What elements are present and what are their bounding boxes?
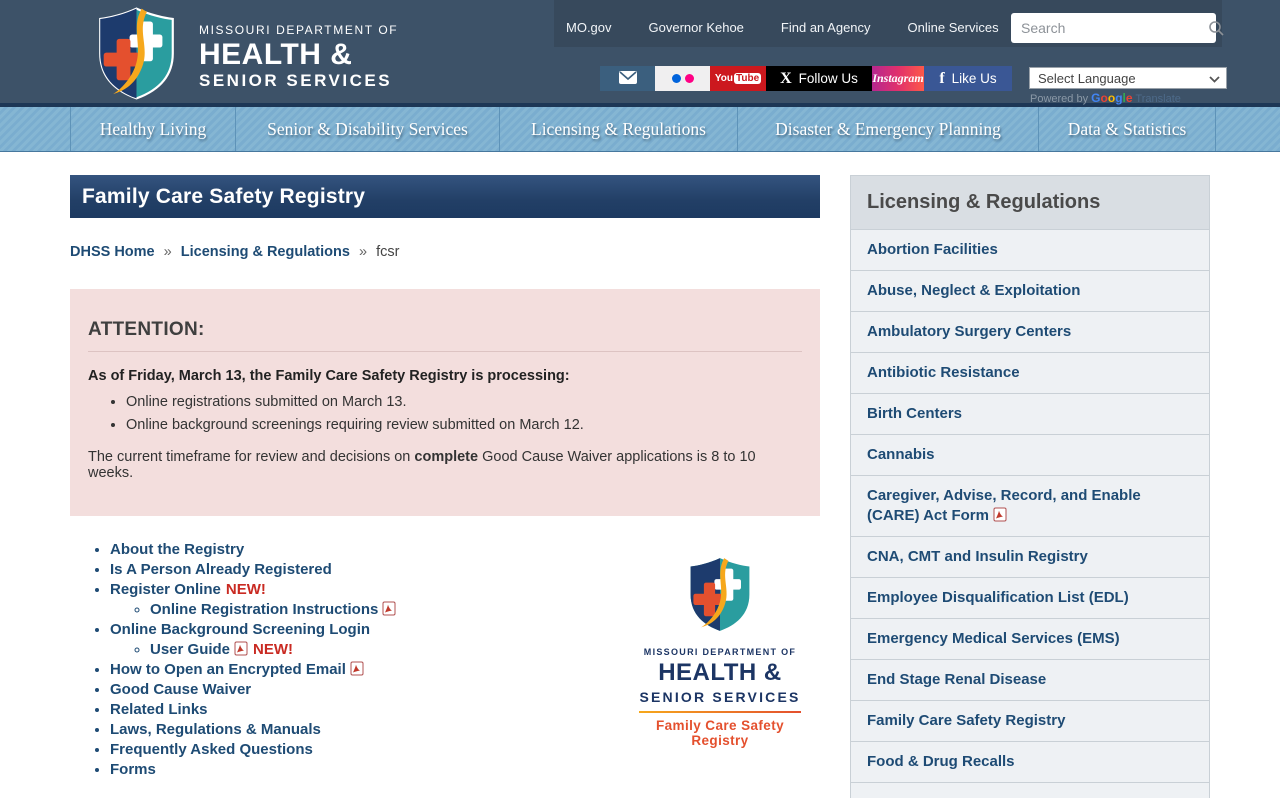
breadcrumb (70, 244, 820, 260)
facebook-like-label: Like Us (951, 71, 997, 86)
fcsr-shield-icon (685, 620, 755, 637)
nav-item-senior-disability-services[interactable]: Senior & Disability Services (235, 107, 499, 151)
new-badge: NEW! (253, 640, 294, 658)
registry-link-list (70, 540, 634, 780)
page-title: Family Care Safety Registry (82, 184, 366, 208)
youtube-button[interactable]: You Tube (710, 66, 766, 91)
fcsr-logo-line3: SENIOR SERVICES (639, 688, 801, 705)
search-box (1011, 13, 1216, 43)
registry-link-register-online[interactable]: Register Online (110, 580, 221, 598)
logo-line3: SENIOR SERVICES (199, 70, 393, 90)
registry-link-online-registration-instructio[interactable]: Online Registration Instructions (150, 600, 379, 618)
sidebar-item-ambulatory-surgery-centers[interactable]: Ambulatory Surgery Centers (851, 311, 1209, 352)
breadcrumb-dhss-home[interactable]: DHSS Home (70, 244, 155, 260)
registry-link-laws-regulations-manuals[interactable]: Laws, Regulations & Manuals (110, 720, 321, 738)
logo-line2: HEALTH & (199, 37, 353, 71)
dhss-logo-text (199, 24, 398, 89)
sidebar-item-abortion-facilities[interactable]: Abortion Facilities (851, 229, 1209, 270)
attention-bullet-list (88, 394, 802, 433)
nav-item-licensing-regulations[interactable]: Licensing & Regulations (499, 107, 737, 151)
google-logo: Google (1091, 91, 1133, 105)
attention-heading: ATTENTION: (88, 319, 205, 340)
nav-item-data-statistics[interactable]: Data & Statistics (1038, 107, 1215, 151)
attention-intro: As of Friday, March 13, the Family Care Safety Registry is processing: (88, 368, 570, 384)
top-link-find-an-agency[interactable]: Find an Agency (780, 20, 871, 35)
facebook-icon: f (939, 69, 945, 87)
registry-link-how-to-open-an-encrypted-email[interactable]: How to Open an Encrypted Email (110, 660, 346, 678)
flickr-button[interactable] (655, 66, 710, 91)
top-link-online-services[interactable]: Online Services (907, 20, 999, 35)
email-button[interactable] (600, 66, 655, 91)
sidebar-item-partial (851, 782, 1209, 798)
instagram-button[interactable] (872, 66, 924, 91)
social-bar (600, 66, 1012, 91)
sidebar-item-birth-centers[interactable]: Birth Centers (851, 393, 1209, 434)
list-item (150, 640, 634, 660)
sidebar-item-abuse-neglect-exploitation[interactable]: Abuse, Neglect & Exploitation (851, 270, 1209, 311)
list-item (110, 660, 634, 680)
list-item (110, 560, 634, 580)
main-column (70, 175, 820, 780)
instagram-icon: Instagram (872, 71, 924, 85)
attention-note: The current timeframe for review and decisions on complete Good Cause Waiver applications is 8 to 10 weeks. (88, 449, 756, 481)
registry-link-good-cause-waiver[interactable]: Good Cause Waiver (110, 680, 252, 698)
sidebar-item-end-stage-renal-disease[interactable]: End Stage Renal Disease (851, 659, 1209, 700)
google-translate-attribution: Powered by Google Translate (1030, 91, 1181, 105)
fcsr-logo-divider (639, 711, 801, 713)
x-icon: X (780, 69, 792, 87)
sidebar-item-caregiver-advise-record-and-en[interactable]: Caregiver, Advise, Record, and Enable (CARE) Act Form (851, 475, 1209, 536)
nav-fill (1215, 107, 1280, 151)
fcsr-logo-line1: MISSOURI DEPARTMENT OF (643, 646, 797, 657)
breadcrumb-separator: » (358, 244, 368, 260)
top-link-mo-gov[interactable]: MO.gov (566, 20, 612, 35)
attention-bullet: • Online background screenings requiring review submitted on March 12. (126, 417, 802, 433)
registry-link-about-the-registry[interactable]: About the Registry (110, 540, 245, 558)
sidebar-item-emergency-medical-services-ems[interactable]: Emergency Medical Services (EMS) (851, 618, 1209, 659)
chevron-down-icon (1209, 71, 1220, 86)
facebook-like-button[interactable] (924, 66, 1012, 91)
registry-link-forms[interactable]: Forms (110, 760, 156, 778)
registry-link-frequently-asked-questions[interactable]: Frequently Asked Questions (110, 740, 313, 758)
language-select[interactable]: Select Language (1029, 67, 1227, 89)
page-title-banner (70, 175, 820, 218)
registry-link-is-a-person-already-registered[interactable]: Is A Person Already Registered (110, 560, 332, 578)
sidebar-item-cannabis[interactable]: Cannabis (851, 434, 1209, 475)
list-item (110, 740, 634, 760)
list-item (110, 620, 634, 640)
registry-link-user-guide[interactable]: User Guide (150, 640, 231, 658)
logo-line1: MISSOURI DEPARTMENT OF (199, 22, 399, 37)
list-item (110, 580, 634, 600)
list-item (110, 760, 634, 780)
x-follow-button[interactable] (766, 66, 872, 91)
sidebar-title: Licensing & Regulations (851, 176, 1209, 229)
content-area (70, 152, 1210, 798)
list-item (150, 600, 634, 620)
site-header (0, 0, 1280, 103)
flickr-icon (685, 74, 694, 83)
nav-item-healthy-living[interactable]: Healthy Living (70, 107, 235, 151)
pdf-icon (350, 661, 364, 676)
fcsr-logo-line2: HEALTH & (658, 658, 782, 686)
attention-divider (88, 351, 802, 352)
sidebar-item-antibiotic-resistance[interactable]: Antibiotic Resistance (851, 352, 1209, 393)
attention-box (70, 289, 820, 516)
search-icon[interactable] (1208, 20, 1225, 37)
sidebar-item-employee-disqualification-list[interactable]: Employee Disqualification List (EDL) (851, 577, 1209, 618)
sidebar-item-food-drug-recalls[interactable]: Food & Drug Recalls (851, 741, 1209, 782)
attention-bullet: • Online registrations submitted on March 13. (126, 394, 802, 410)
list-item (110, 720, 634, 740)
pdf-icon (382, 601, 396, 616)
dhss-logo[interactable] (88, 6, 398, 106)
registry-link-online-background-screening-lo[interactable]: Online Background Screening Login (110, 620, 371, 638)
top-link-governor-kehoe[interactable]: Governor Kehoe (648, 20, 744, 35)
envelope-icon (619, 71, 637, 87)
breadcrumb-separator: » (163, 244, 172, 260)
list-item (110, 540, 634, 560)
youtube-icon: You (714, 73, 733, 84)
nav-item-disaster-emergency-planning[interactable]: Disaster & Emergency Planning (737, 107, 1038, 151)
sidebar-licensing (850, 175, 1210, 798)
list-item (110, 680, 634, 700)
primary-nav (0, 103, 1280, 152)
utility-nav (566, 20, 999, 35)
fcsr-logo (634, 556, 806, 780)
dhss-shield-icon (88, 6, 185, 106)
flickr-icon (672, 74, 681, 83)
sidebar-list (851, 229, 1209, 798)
registry-links-section (70, 540, 820, 780)
pdf-icon (234, 641, 248, 656)
new-badge: NEW! (225, 580, 266, 598)
pdf-icon (993, 507, 1007, 522)
search-input[interactable] (1011, 20, 1208, 36)
registry-link-related-links[interactable]: Related Links (110, 700, 208, 718)
fcsr-logo-caption: Family Care Safety Registry (655, 717, 784, 748)
list-item (110, 700, 634, 720)
sidebar-item-cna-cmt-and-insulin-registry[interactable]: CNA, CMT and Insulin Registry (851, 536, 1209, 577)
sidebar-item-family-care-safety-registry[interactable]: Family Care Safety Registry (851, 700, 1209, 741)
nav-spacer (0, 107, 70, 151)
breadcrumb-current: fcsr (376, 244, 400, 260)
x-follow-label: Follow Us (798, 71, 858, 86)
breadcrumb-licensing[interactable]: Licensing & Regulations (180, 244, 350, 260)
